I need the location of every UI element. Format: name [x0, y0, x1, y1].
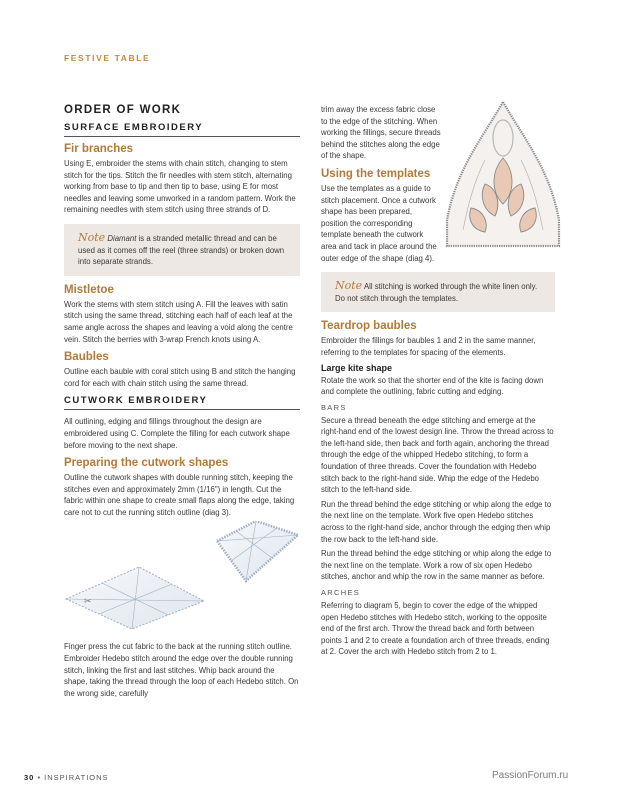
- arches-text: Referring to diagram 5, begin to cover the edge of the whipped open Hedebo stitches with Hedebo stitch, working to the opposite end of the first arch. Throw the thread back and forth between points 1 and 2 to create a foundation arch of three threads, ending at 2. Cover the arch with Hedebo stitch from 2 to 1.: [321, 601, 550, 657]
- using-templates-text: Use the templates as a guide to stitch placement. Once a cutwork shape has been prepared, position the corresponding template beneath the cutwork area and tack in place around the outer edge of the shape (diag 4).: [321, 183, 437, 263]
- bars-paragraph-1: Secure a thread beneath the edge stitching and emerge at the right-hand end of the lowest design line. Throw the thread across to the left-hand side, then back and forth again, anchoring the thread through the edge of the whipped Hedebo stitching, to form a foundation of three threads. Cover the foundation with Hedebo stitch back to the right-hand side. Whip the edge of the Hedebo stitch to the left-hand side.: [321, 415, 554, 495]
- note-paragraph-2: [335, 280, 546, 304]
- note-label: Note: [78, 230, 106, 244]
- section-header: FESTIVE TABLE: [64, 53, 151, 63]
- bars-paragraph-3: Run the thread behind the edge stitching or whip along the edge to the next line on the template. Work a row of six open Hedebo stitches, anchor and whip the row in the same manner as before.: [321, 549, 552, 582]
- note-text-2: All stitching is worked through the white linen only. Do not stitch through the templates.: [335, 282, 538, 303]
- preparing-cutwork-text: Outline the cutwork shapes with double running stitch, keeping the stitches even and approximately 2mm (1/16") in length. Cut the fabric within one shape to create small flaps along the edge, taking care not to cut the running stitch outline (diag 3).: [64, 473, 295, 517]
- left-column: [64, 104, 300, 702]
- note-label-2: Note: [335, 279, 363, 293]
- large-kite-heading: Large kite shape: [321, 362, 393, 373]
- note-lead-word: Diamant: [107, 233, 137, 243]
- cutwork-text: All outlining, edging and fillings throughout the design are embroidered using C. Complete the filling for each cutwork shape before moving to the next shape.: [64, 417, 290, 450]
- teardrop-baubles-text: Embroider the fillings for baubles 1 and 2 in the same manner, referring to the templates for spacing of the elements.: [321, 336, 536, 357]
- mistletoe-text: Work the stems with stem stitch using A. Fill the leaves with satin stitch using the same thread, stitching each half of each leaf at the same angle across the shapes and leaving a void along the centre vein. Stitch the berries with 3-wrap French knots using A.: [64, 299, 293, 344]
- page-footer: [24, 773, 109, 782]
- mistletoe-heading: Mistletoe: [64, 283, 114, 296]
- small-kite-outline: [217, 521, 298, 581]
- page-number: 30: [24, 773, 35, 782]
- bars-paragraph-2: Run the thread behind the edge stitching or whip along the edge to the next line on the template. Work five open Hedebo stitches across to the right-hand side, anchor through the edging then whip the row back to the left-hand side.: [321, 499, 552, 544]
- note-text: is a stranded metallic thread and can be used as it comes off the reel (three strands) or broken down into separate strands.: [78, 233, 285, 267]
- baubles-text: Outline each bauble with coral stitch using B and stitch the hanging cord for each with chain stitch using the same thread.: [64, 367, 296, 388]
- watermark: PassionForum.ru: [492, 770, 569, 781]
- fir-branches-heading: Fir branches: [64, 143, 134, 155]
- note-box-linen: [321, 272, 555, 312]
- cutwork-embroidery-heading: CUTWORK EMBROIDERY: [64, 395, 300, 410]
- magazine-name: INSPIRATIONS: [44, 773, 109, 782]
- teardrop-baubles-heading: Teardrop baubles: [321, 320, 417, 333]
- fir-branches-text: Using E, embroider the stems with chain stitch, changing to stem stitch for the tips. Stitch the fir needles with stem stitch, alternating working from base to tip and then tip to base, using E for most needles and leaving some unworked in a random pattern. Work the remaining needles with stem stitch using three strands of D.: [64, 159, 296, 215]
- arches-heading: ARCHES: [321, 588, 361, 597]
- preparing-cutwork-heading: Preparing the cutwork shapes: [64, 457, 229, 470]
- finger-press-text: Finger press the cut fabric to the back at the running stitch outline. Embroider Hedebo stitch around the edge over the double running stitch, linking the first and last stitches. Whip back around the shape, taking the thread through the loop of each Hedebo stitch. On the wrong side, carefully: [64, 642, 299, 698]
- diagram-3-kite-shapes: [64, 521, 300, 641]
- note-paragraph: [78, 232, 291, 268]
- note-box-diamant: [64, 224, 300, 276]
- right-column: [321, 104, 555, 661]
- using-templates-heading: Using the templates: [321, 167, 431, 180]
- bars-heading: BARS: [321, 402, 347, 412]
- surface-embroidery-heading: SURFACE EMBROIDERY: [64, 122, 300, 137]
- large-kite-text: Rotate the work so that the shorter end of the kite is facing down and complete the outlining, fabric cutting and edging.: [321, 375, 544, 397]
- scissors-icon: ✂: [84, 596, 92, 607]
- footer-separator: •: [37, 773, 42, 782]
- trim-text: trim away the excess fabric close to the edge of the stitching. When working the fillings, secure threads behind the stitches along the edge of the shape.: [321, 105, 441, 161]
- baubles-heading: Baubles: [64, 351, 109, 364]
- diagram-4-template-illustration: [445, 100, 561, 248]
- order-of-work-heading: ORDER OF WORK: [64, 104, 182, 116]
